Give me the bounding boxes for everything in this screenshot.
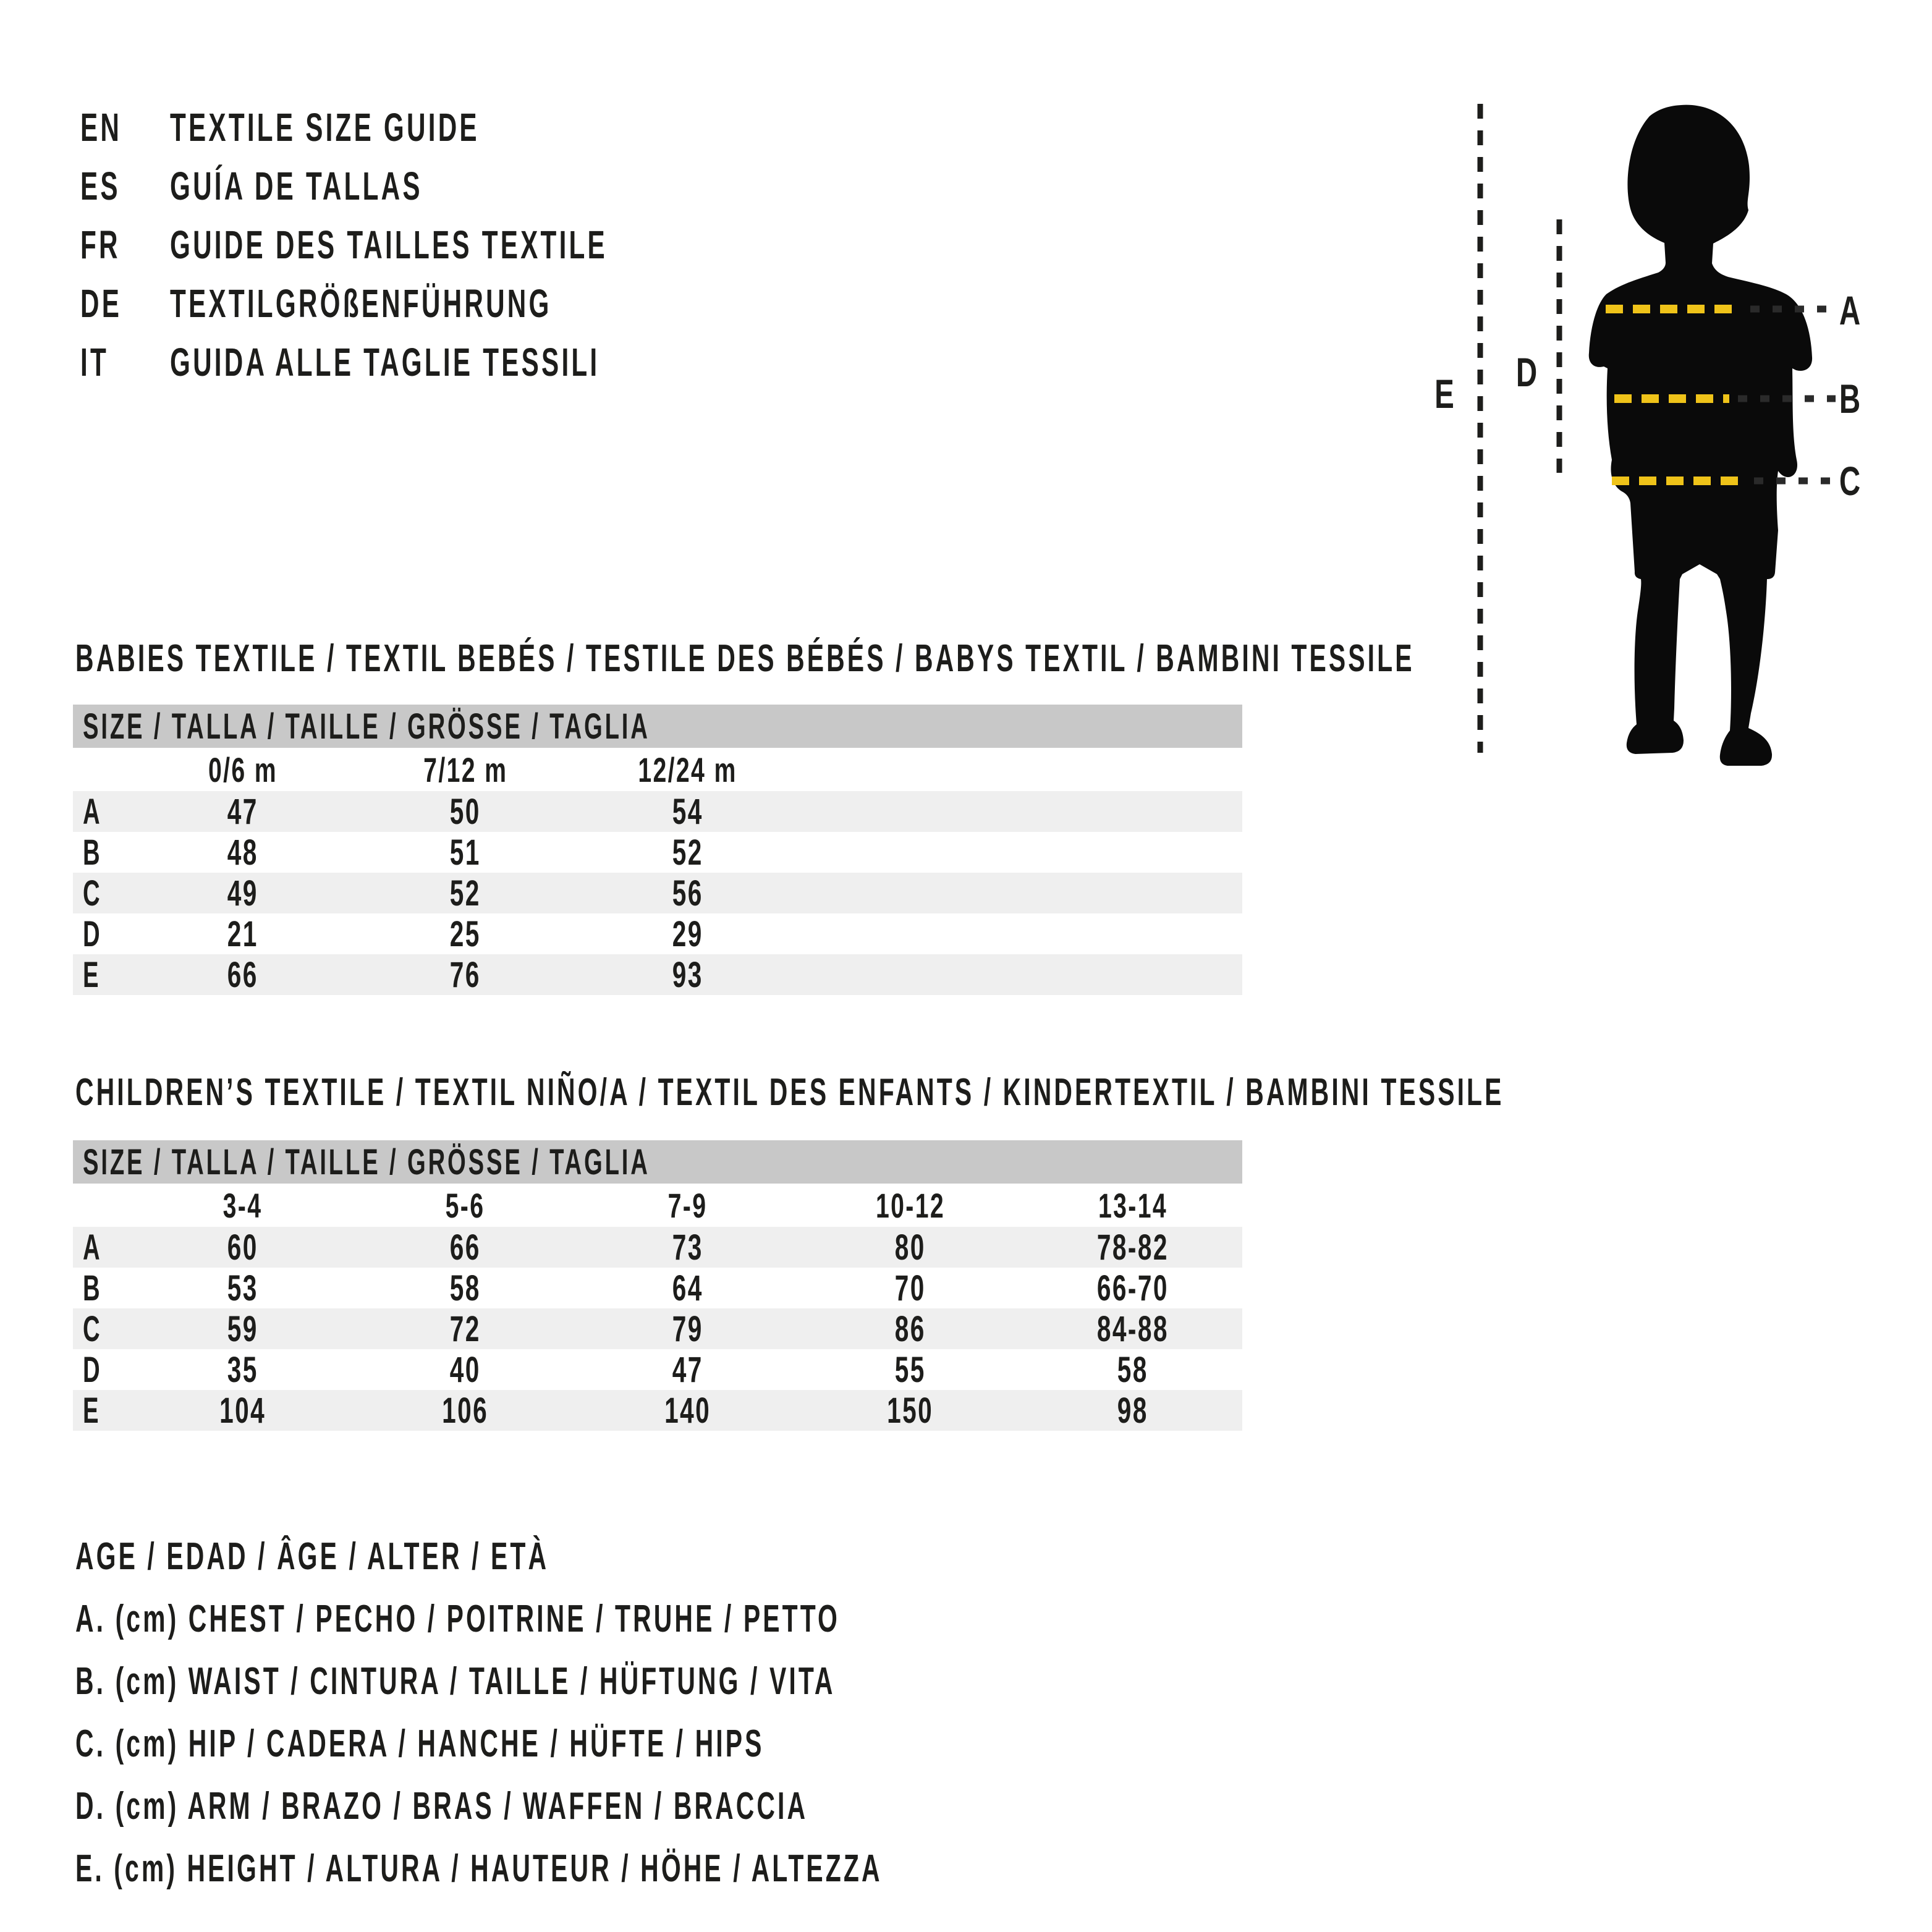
row-label: C	[83, 873, 103, 913]
table-row	[73, 1349, 1242, 1390]
table-cell: 93	[672, 955, 704, 995]
table-cell: 66	[449, 1227, 481, 1268]
table-cell: 70	[894, 1268, 926, 1308]
children-section-title	[75, 1070, 1932, 1114]
table-cell: 54	[672, 792, 704, 832]
children-section-title-text: CHILDREN’S TEXTILE / TEXTIL NIÑO/A / TEXTIL DES ENFANTS / KINDERTEXTIL / BAMBINI TESSILE	[75, 1071, 1504, 1114]
language-row	[80, 98, 833, 156]
table-cell: 79	[672, 1309, 704, 1349]
row-label: A	[83, 792, 103, 832]
language-row	[80, 156, 833, 215]
table-cell: 80	[894, 1227, 926, 1268]
babies-size-table	[73, 705, 1242, 995]
table-row	[73, 913, 1242, 954]
language-title: GUIDE DES TAILLES TEXTILE	[170, 222, 608, 267]
table-cell: 98	[1117, 1391, 1149, 1431]
measure-label-a: A	[1839, 288, 1861, 334]
measure-label-e: E	[1434, 371, 1454, 417]
measurement-diagram	[1409, 87, 1932, 791]
table-cell: 73	[672, 1227, 704, 1268]
table-cell: 104	[219, 1391, 266, 1431]
column-header: 10-12	[875, 1185, 946, 1225]
table-cell: 72	[449, 1309, 481, 1349]
legend-line-waist: B. (cm) WAIST / CINTURA / TAILLE / HÜFTUNG / VITA	[75, 1660, 836, 1703]
row-label: C	[83, 1309, 103, 1349]
row-label: A	[83, 1227, 103, 1268]
row-label: B	[83, 833, 103, 873]
table-cell: 47	[227, 792, 259, 832]
column-header: 7/12 m	[423, 750, 508, 789]
language-title: GUIDA ALLE TAGLIE TESSILI	[170, 339, 600, 384]
language-code: FR	[80, 222, 121, 267]
language-row	[80, 274, 833, 333]
children-size-table	[73, 1140, 1242, 1431]
table-row	[73, 791, 1242, 832]
table-row	[73, 873, 1242, 913]
table-cell: 78-82	[1096, 1227, 1169, 1268]
table-row	[73, 1268, 1242, 1308]
language-code: DE	[80, 281, 122, 326]
row-label: E	[83, 1391, 101, 1431]
babies-column-header-row	[73, 748, 1242, 791]
table-cell: 53	[227, 1268, 259, 1308]
table-cell: 66-70	[1096, 1268, 1169, 1308]
legend-line-hip: C. (cm) HIP / CADERA / HANCHE / HÜFTE / HIPS	[75, 1722, 765, 1765]
table-cell: 86	[894, 1309, 926, 1349]
column-header: 3-4	[223, 1185, 263, 1225]
language-title: TEXTILGRÖßENFÜHRUNG	[170, 281, 552, 326]
language-title: GUÍA DE TALLAS	[170, 163, 423, 208]
table-cell: 50	[449, 792, 481, 832]
table-row	[73, 1227, 1242, 1268]
table-cell: 66	[227, 955, 259, 995]
measure-label-c: C	[1839, 459, 1861, 504]
column-header: 5-6	[446, 1185, 485, 1225]
language-title-block	[80, 98, 833, 391]
column-header: 12/24 m	[638, 750, 738, 789]
row-label: D	[83, 1350, 103, 1390]
column-header: 13-14	[1098, 1185, 1168, 1225]
table-cell: 64	[672, 1268, 704, 1308]
children-column-header-row	[73, 1184, 1242, 1227]
table-cell: 52	[449, 873, 481, 913]
table-cell: 76	[449, 955, 481, 995]
table-cell: 55	[894, 1350, 926, 1390]
measure-label-d: D	[1515, 350, 1538, 396]
language-code: IT	[80, 339, 109, 384]
language-code: ES	[80, 163, 121, 208]
table-cell: 60	[227, 1227, 259, 1268]
column-header: 7-9	[668, 1185, 708, 1225]
table-cell: 40	[449, 1350, 481, 1390]
table-cell: 106	[442, 1391, 489, 1431]
language-title: TEXTILE SIZE GUIDE	[170, 104, 480, 150]
row-label: D	[83, 914, 103, 954]
language-row	[80, 333, 833, 391]
legend-line-chest: A. (cm) CHEST / PECHO / POITRINE / TRUHE / PETTO	[75, 1598, 840, 1640]
table-cell: 150	[887, 1391, 934, 1431]
table-cell: 29	[672, 914, 704, 954]
table-row	[73, 1390, 1242, 1431]
legend-line-height: E. (cm) HEIGHT / ALTURA / HAUTEUR / HÖHE / ALTEZZA	[75, 1847, 883, 1890]
row-label: E	[83, 955, 101, 995]
column-header: 0/6 m	[208, 750, 278, 789]
legend-line-arm: D. (cm) ARM / BRAZO / BRAS / WAFFEN / BRACCIA	[75, 1785, 808, 1828]
row-label: B	[83, 1268, 103, 1308]
table-cell: 58	[449, 1268, 481, 1308]
table-row	[73, 832, 1242, 873]
language-row	[80, 215, 833, 274]
babies-table-header-text: SIZE / TALLA / TAILLE / GRÖSSE / TAGLIA	[83, 706, 650, 747]
table-cell: 21	[227, 914, 259, 954]
children-table-header-bar	[73, 1140, 1242, 1184]
table-cell: 140	[664, 1391, 711, 1431]
measure-label-b: B	[1839, 376, 1861, 422]
children-table-header-text: SIZE / TALLA / TAILLE / GRÖSSE / TAGLIA	[83, 1142, 650, 1182]
table-row	[73, 954, 1242, 995]
table-cell: 25	[449, 914, 481, 954]
table-cell: 84-88	[1096, 1309, 1169, 1349]
table-cell: 49	[227, 873, 259, 913]
babies-table-header-bar	[73, 705, 1242, 748]
table-cell: 52	[672, 833, 704, 873]
table-cell: 35	[227, 1350, 259, 1390]
table-row	[73, 1308, 1242, 1349]
language-code: EN	[80, 104, 122, 150]
table-cell: 58	[1117, 1350, 1149, 1390]
table-cell: 56	[672, 873, 704, 913]
babies-section-title-text: BABIES TEXTILE / TEXTIL BEBÉS / TESTILE DES BÉBÉS / BABYS TEXTIL / BAMBINI TESSILE	[75, 637, 1415, 680]
table-cell: 48	[227, 833, 259, 873]
legend-line-age: AGE / EDAD / ÂGE / ALTER / ETÀ	[75, 1535, 549, 1578]
measurement-legend	[75, 1525, 1298, 1900]
table-cell: 47	[672, 1350, 704, 1390]
table-cell: 51	[449, 833, 481, 873]
babies-section-title	[75, 637, 1932, 680]
table-cell: 59	[227, 1309, 259, 1349]
